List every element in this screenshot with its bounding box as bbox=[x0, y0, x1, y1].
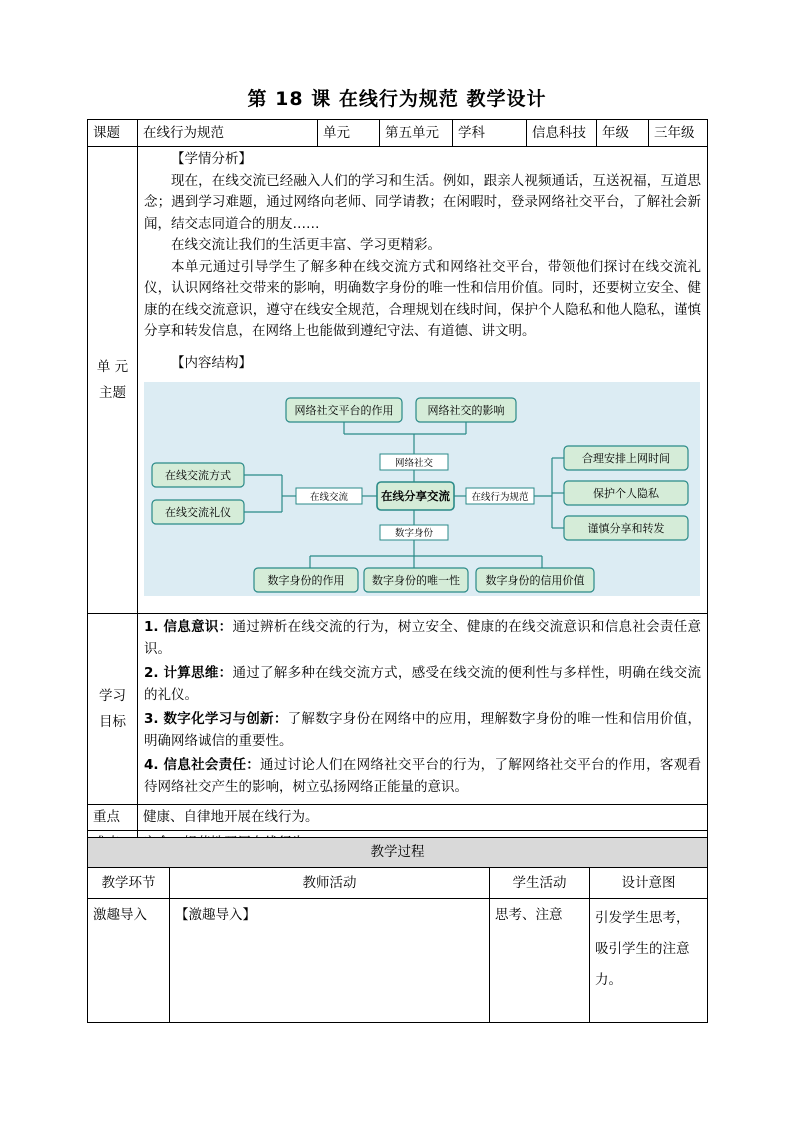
goal-key-4: 4. 信息社会责任： bbox=[144, 757, 261, 773]
unit-theme-row bbox=[88, 147, 708, 614]
node-center: 在线分享交流 bbox=[381, 489, 450, 503]
content-structure-svg bbox=[144, 382, 700, 596]
cell-intent: 引发学生思考，吸引学生的注意力。 bbox=[590, 899, 708, 1023]
header-student: 学生活动 bbox=[490, 868, 590, 899]
header-stage: 教学环节 bbox=[88, 868, 170, 899]
analysis-paragraph-1: 现在，在线交流已经融入人们的学习和生活。例如，跟亲人视频通话，互送祝福，互道思念；遇到学习难题，通过网络向老师、同学请教；在闲暇时，登录网络社交平台，了解社会新闻，结交志同道合的朋友…… bbox=[144, 172, 701, 232]
node-platform-role: 网络社交平台的作用 bbox=[294, 404, 394, 417]
goal-item-3 bbox=[144, 709, 701, 752]
content-structure-diagram bbox=[144, 382, 701, 603]
process-header-row bbox=[88, 868, 708, 899]
key-point-label: 重点 bbox=[88, 805, 138, 831]
process-title-row bbox=[88, 838, 708, 868]
header-intent: 设计意图 bbox=[590, 868, 708, 899]
goal-item-4 bbox=[144, 755, 701, 798]
node-exchange-methods: 在线交流方式 bbox=[165, 469, 231, 482]
goal-text-1: 通过辨析在线交流的行为，树立安全、健康的在线交流意识和信息社会责任意识。 bbox=[144, 619, 702, 657]
goals-label-2: 目标 bbox=[99, 714, 126, 730]
subject-label: 学科 bbox=[453, 120, 527, 147]
key-point-row bbox=[88, 805, 708, 831]
node-social-impact: 网络社交的影响 bbox=[427, 404, 505, 417]
goals-label-1: 学习 bbox=[99, 688, 126, 704]
process-title: 教学过程 bbox=[88, 838, 708, 868]
process-row bbox=[88, 899, 708, 1023]
node-exchange-etiquette: 在线交流礼仪 bbox=[165, 506, 231, 519]
node-identity-credit: 数字身份的信用价值 bbox=[485, 574, 585, 587]
analysis-heading: 【学情分析】 bbox=[171, 151, 252, 167]
goal-key-3: 3. 数字化学习与创新： bbox=[144, 711, 288, 727]
goal-text-3: 了解数字身份在网络中的应用，理解数字身份的唯一性和信用价值，明确网络诚信的重要性。 bbox=[144, 711, 702, 749]
node-privacy: 保护个人隐私 bbox=[593, 487, 659, 500]
topic-label: 课题 bbox=[88, 120, 138, 147]
teaching-process-table bbox=[87, 837, 708, 1023]
grade-label: 年级 bbox=[597, 120, 649, 147]
unit-theme-content bbox=[138, 147, 708, 614]
cell-student: 思考、注意 bbox=[490, 899, 590, 1023]
subject-value: 信息科技 bbox=[527, 120, 597, 147]
connector-online-exchange: 在线交流 bbox=[309, 492, 349, 503]
connector-behavior-norms: 在线行为规范 bbox=[471, 492, 529, 503]
node-identity-uniqueness: 数字身份的唯一性 bbox=[372, 574, 460, 587]
unit-theme-label bbox=[88, 147, 138, 614]
unit-theme-label-1: 单 元 bbox=[96, 359, 129, 375]
document-title: 第 18 课 在线行为规范 教学设计 bbox=[247, 88, 547, 110]
structure-heading: 【内容结构】 bbox=[171, 354, 252, 371]
goal-key-2: 2. 计算思维： bbox=[144, 665, 233, 681]
cell-stage: 激趣导入 bbox=[88, 899, 170, 1023]
goal-text-2: 通过了解多种在线交流方式，感受在线交流的便利性与多样性，明确在线交流的礼仪。 bbox=[144, 665, 702, 703]
node-careful-sharing: 谨慎分享和转发 bbox=[587, 522, 665, 535]
goal-item-2 bbox=[144, 663, 701, 706]
analysis-paragraph-3: 本单元通过引导学生了解多种在线交流方式和网络社交平台，带领他们探讨在线交流礼仪，认识网络社交带来的影响，明确数字身份的唯一性和信用价值。同时，还要树立安全、健康的在线交流意识，遵守在线安全规范，合理规划在线时间，保护个人隐私和他人隐私，谨慎分享和转发信息，在网络上也能做到遵纪守法、有道德、讲文明。 bbox=[144, 258, 701, 339]
goals-label bbox=[88, 614, 138, 805]
topic-value: 在线行为规范 bbox=[138, 120, 318, 147]
grade-value: 三年级 bbox=[649, 120, 708, 147]
goal-key-1: 1. 信息意识： bbox=[144, 619, 233, 635]
header-teacher: 教师活动 bbox=[170, 868, 490, 899]
unit-label: 单元 bbox=[318, 120, 380, 147]
goals-content bbox=[138, 614, 708, 805]
key-point-value: 健康、自律地开展在线行为。 bbox=[138, 805, 708, 831]
lesson-info-table bbox=[87, 119, 708, 857]
goal-text-4: 通过讨论人们在网络社交平台的行为，了解网络社交平台的作用，客观看待网络社交产生的影响，树立弘扬网络正能量的意识。 bbox=[144, 757, 702, 795]
analysis-paragraph-2: 在线交流让我们的生活更丰富、学习更精彩。 bbox=[171, 237, 441, 253]
cell-teacher: 【激趣导入】 bbox=[170, 899, 490, 1023]
connector-digital-identity: 数字身份 bbox=[394, 528, 434, 539]
unit-value: 第五单元 bbox=[380, 120, 453, 147]
info-row bbox=[88, 120, 708, 147]
node-online-time: 合理安排上网时间 bbox=[582, 452, 670, 465]
connector-network-social: 网络社交 bbox=[394, 458, 434, 469]
unit-theme-label-2: 主题 bbox=[99, 385, 126, 401]
goals-row bbox=[88, 614, 708, 805]
goal-item-1 bbox=[144, 617, 701, 660]
node-identity-role: 数字身份的作用 bbox=[267, 574, 345, 587]
